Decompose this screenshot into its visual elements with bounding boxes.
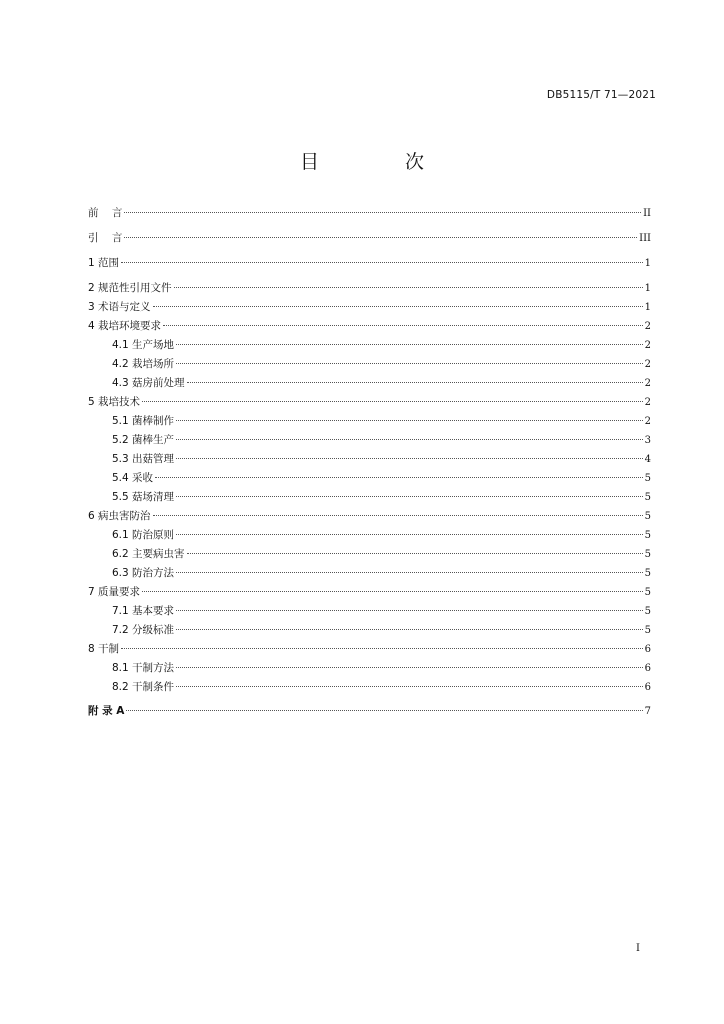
toc-entry-label: 4.2 栽培场所 [112,358,175,370]
toc-entry-3[interactable] [88,298,651,317]
toc-entry-6-2[interactable] [88,545,651,564]
toc-entry-5-1[interactable] [88,412,651,431]
toc-entry-page: 5 [644,606,651,617]
toc-entry-5-5[interactable] [88,488,651,507]
toc-entry-label: 3 术语与定义 [88,301,151,313]
dot-leader [124,212,641,213]
toc-entry-5-4[interactable] [88,469,651,488]
document-code: DB5115/T 71—2021 [546,89,656,101]
dot-leader [163,325,643,326]
dot-leader [142,591,643,592]
toc-entry-page: 6 [644,644,651,655]
toc-entry-page: 5 [644,625,651,636]
toc-entry-label: 1 范围 [88,257,120,269]
toc-entry-label: 5.3 出菇管理 [112,453,175,465]
dot-leader [155,477,643,478]
toc-entry-label: 7.1 基本要求 [112,605,175,617]
toc-entry-6-3[interactable] [88,564,651,583]
toc-entry-1[interactable] [88,254,651,279]
toc-entry-label: 4.3 菇房前处理 [112,377,185,389]
dot-leader [176,610,643,611]
toc-entry-foreword[interactable] [88,204,651,229]
toc-entry-page: 6 [644,682,651,693]
toc-entry-label: 6.3 防治方法 [112,567,175,579]
toc-entry-7[interactable] [88,583,651,602]
toc-entry-page: 5 [644,530,651,541]
toc-entry-label: 4 栽培环境要求 [88,320,162,332]
toc-entry-4-1[interactable] [88,336,651,355]
toc-entry-2[interactable] [88,279,651,298]
toc-entry-page: 5 [644,568,651,579]
dot-leader [187,382,643,383]
toc-entry-page: 7 [644,706,651,717]
toc-entry-page: II [643,208,651,219]
dot-leader [176,534,643,535]
dot-leader [142,401,643,402]
toc-entry-label: 4.1 生产场地 [112,339,175,351]
toc-entry-page: 3 [644,435,651,446]
toc-entry-5-3[interactable] [88,450,651,469]
toc-entry-page: 6 [644,663,651,674]
dot-leader [176,629,643,630]
toc-entry-label: 5.5 菇场清理 [112,491,175,503]
toc-entry-page: 5 [644,587,651,598]
dot-leader [174,287,643,288]
toc-entry-8-1[interactable] [88,659,651,678]
toc-entry-page: 2 [644,340,651,351]
toc-entry-4-3[interactable] [88,374,651,393]
dot-leader [126,710,642,711]
toc-entry-label: 8.2 干制条件 [112,681,175,693]
dot-leader [176,667,643,668]
toc-entry-page: 1 [644,302,651,313]
toc-entry-8[interactable] [88,640,651,659]
toc-entry-6[interactable] [88,507,651,526]
toc-entry-appendix-a[interactable] [88,702,651,721]
dot-leader [121,648,643,649]
dot-leader [176,496,643,497]
dot-leader [176,572,643,573]
dot-leader [121,262,643,263]
toc-entry-label: 5.1 菌棒制作 [112,415,175,427]
toc-entry-label: 附 录 A [88,705,125,717]
toc-entry-label: 2 规范性引用文件 [88,282,172,294]
toc-entry-label: 前 言 [88,207,123,219]
toc-entry-page: 2 [644,378,651,389]
toc-entry-page: 5 [644,473,651,484]
toc-entry-7-1[interactable] [88,602,651,621]
toc-entry-introduction[interactable] [88,229,651,254]
toc-entry-label: 8 干制 [88,643,120,655]
toc-entry-label: 7.2 分级标准 [112,624,175,636]
dot-leader [176,420,643,421]
dot-leader [176,344,643,345]
toc-entry-page: 5 [644,511,651,522]
toc-title: 目 次 [299,151,465,173]
dot-leader [124,237,637,238]
toc-entry-page: 2 [644,416,651,427]
toc-entry-4[interactable] [88,317,651,336]
page-number: I [636,943,640,954]
toc-entry-4-2[interactable] [88,355,651,374]
toc-entry-label: 5.2 菌棒生产 [112,434,175,446]
toc-entry-label: 6.2 主要病虫害 [112,548,185,560]
toc-entry-page: 2 [644,321,651,332]
toc-entry-page: 5 [644,549,651,560]
toc-entry-7-2[interactable] [88,621,651,640]
toc-entry-page: 2 [644,359,651,370]
dot-leader [176,363,643,364]
toc-entry-5-2[interactable] [88,431,651,450]
toc-entry-8-2[interactable] [88,678,651,697]
dot-leader [187,553,643,554]
dot-leader [176,439,643,440]
dot-leader [153,306,643,307]
dot-leader [153,515,643,516]
toc-entry-label: 5.4 采收 [112,472,154,484]
toc-entry-label: 6.1 防治原则 [112,529,175,541]
toc-entry-label: 7 质量要求 [88,586,141,598]
toc-entry-page: 2 [644,397,651,408]
toc-entry-page: III [639,233,651,244]
table-of-contents [88,204,651,721]
toc-entry-label: 8.1 干制方法 [112,662,175,674]
toc-entry-label: 引 言 [88,232,123,244]
toc-entry-label: 6 病虫害防治 [88,510,151,522]
dot-leader [176,458,643,459]
toc-entry-page: 4 [644,454,651,465]
toc-entry-6-1[interactable] [88,526,651,545]
toc-entry-page: 1 [644,283,651,294]
toc-entry-label: 5 栽培技术 [88,396,141,408]
toc-entry-page: 5 [644,492,651,503]
dot-leader [176,686,643,687]
toc-entry-5[interactable] [88,393,651,412]
toc-entry-page: 1 [644,258,651,269]
